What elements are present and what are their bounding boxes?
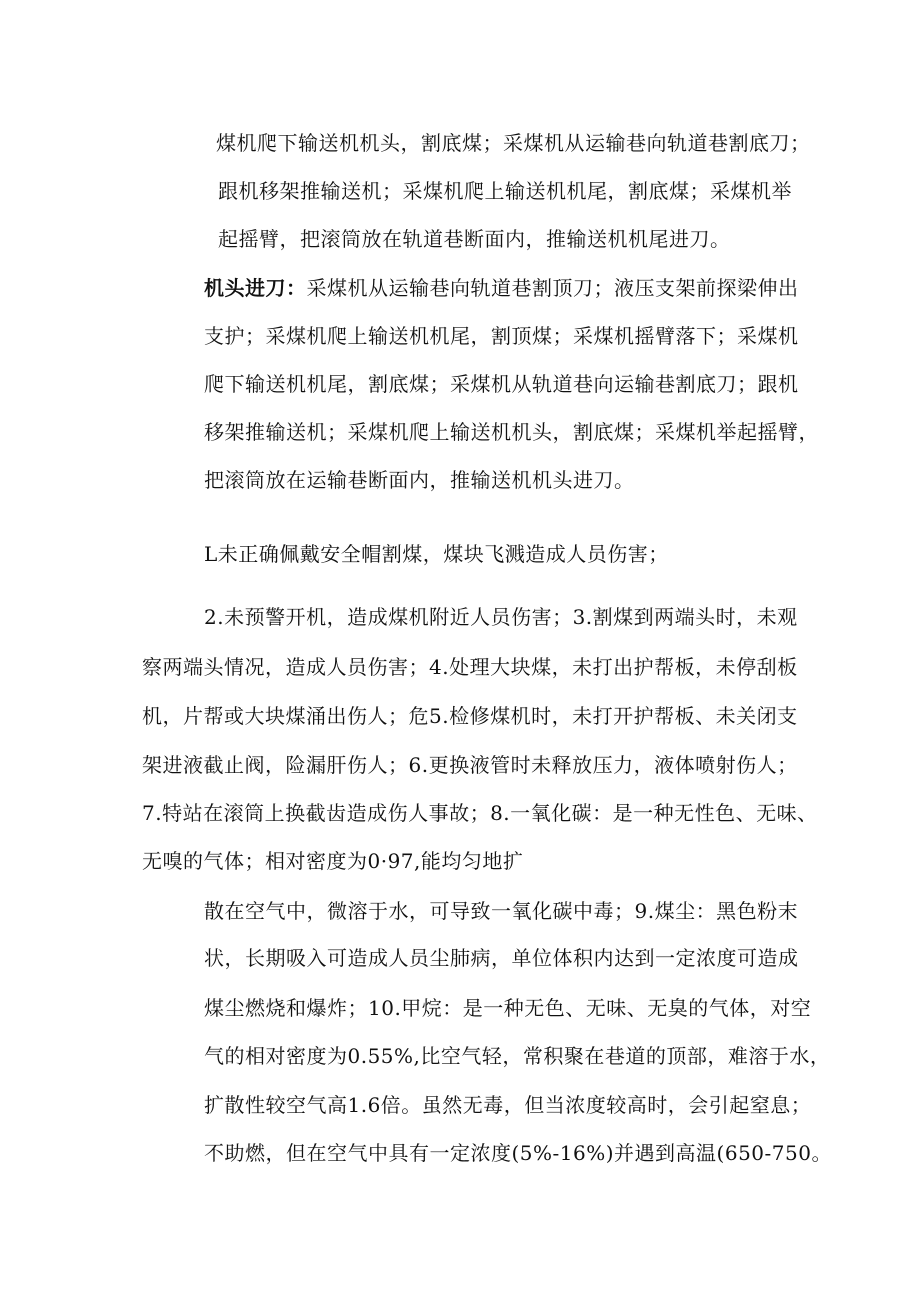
- paragraph-3-line-1: L未正确佩戴安全帽割煤，煤块飞溅造成人员伤害；: [204, 542, 669, 566]
- paragraph-4-line-3: 机，片帮或大块煤涌出伤人；危5.检修煤机时，未打开护帮板、未关闭支: [142, 704, 798, 728]
- paragraph-4-line-1: 2.未预警开机，造成煤机附近人员伤害；3.割煤到两端头时，未观: [204, 605, 798, 629]
- paragraph-1-line-1: 煤机爬下输送机机头，割底煤；采煤机从运输巷向轨道巷割底刀；: [216, 131, 811, 155]
- paragraph-4-line-4: 架进液截止阀，险漏肝伤人；6.更换液管时未释放压力，液体喷射伤人；: [142, 753, 798, 777]
- paragraph-2-line-5: 把滚筒放在运输巷断面内，推输送机机头进刀。: [204, 468, 635, 492]
- section-heading: 机头进刀：: [204, 276, 307, 300]
- paragraph-4-line-2: 察两端头情况，造成人员伤害；4.处理大块煤，未打出护帮板，未停刮板: [142, 655, 798, 679]
- paragraph-2-line-1: [204, 275, 799, 301]
- paragraph-2-line-4: 移架推输送机；采煤机爬上输送机机头，割底煤；采煤机举起摇臂，: [204, 420, 819, 444]
- paragraph-2-line-1-text: 采煤机从运输巷向轨道巷割顶刀；液压支架前探梁伸出: [306, 276, 799, 300]
- paragraph-5-line-1: 散在空气中，微溶于水，可导致一氧化碳中毒；9.煤尘：黑色粉末: [204, 899, 799, 923]
- paragraph-4-line-6: 无嗅的气体；相对密度为0·97,能均匀地扩: [142, 849, 524, 873]
- paragraph-5-line-5: 扩散性较空气高1.6倍。虽然无毒，但当浓度较高时，会引起窒息；: [204, 1093, 812, 1117]
- paragraph-5-line-4: 气的相对密度为0.55%,比空气轻，常积聚在巷道的顶部，难溶于水，: [204, 1044, 831, 1068]
- paragraph-1-line-2: 跟机移架推输送机；采煤机爬上输送机机尾，割底煤；采煤机举: [218, 179, 792, 203]
- paragraph-1-line-3: 起摇臂，把滚筒放在轨道巷断面内，推输送机机尾进刀。: [218, 227, 731, 251]
- paragraph-2-line-3: 爬下输送机机尾，割底煤；采煤机从轨道巷向运输巷割底刀；跟机: [204, 372, 799, 396]
- paragraph-2-line-2: 支护；采煤机爬上输送机机尾，割顶煤；采煤机摇臂落下；采煤机: [204, 324, 799, 348]
- paragraph-5-line-3: 煤尘燃烧和爆炸；10.甲烷：是一种无色、无味、无臭的气体，对空: [204, 996, 812, 1020]
- paragraph-5-line-2: 状，长期吸入可造成人员尘肺病，单位体积内达到一定浓度可造成: [204, 946, 799, 970]
- paragraph-4-line-5: 7.特站在滚筒上换截齿造成伤人事故；8.一氧化碳：是一种无性色、无味、: [142, 801, 818, 825]
- paragraph-5-line-6: 不助燃，但在空气中具有一定浓度(5%-16%)并遇到高温(650-750。: [204, 1141, 832, 1165]
